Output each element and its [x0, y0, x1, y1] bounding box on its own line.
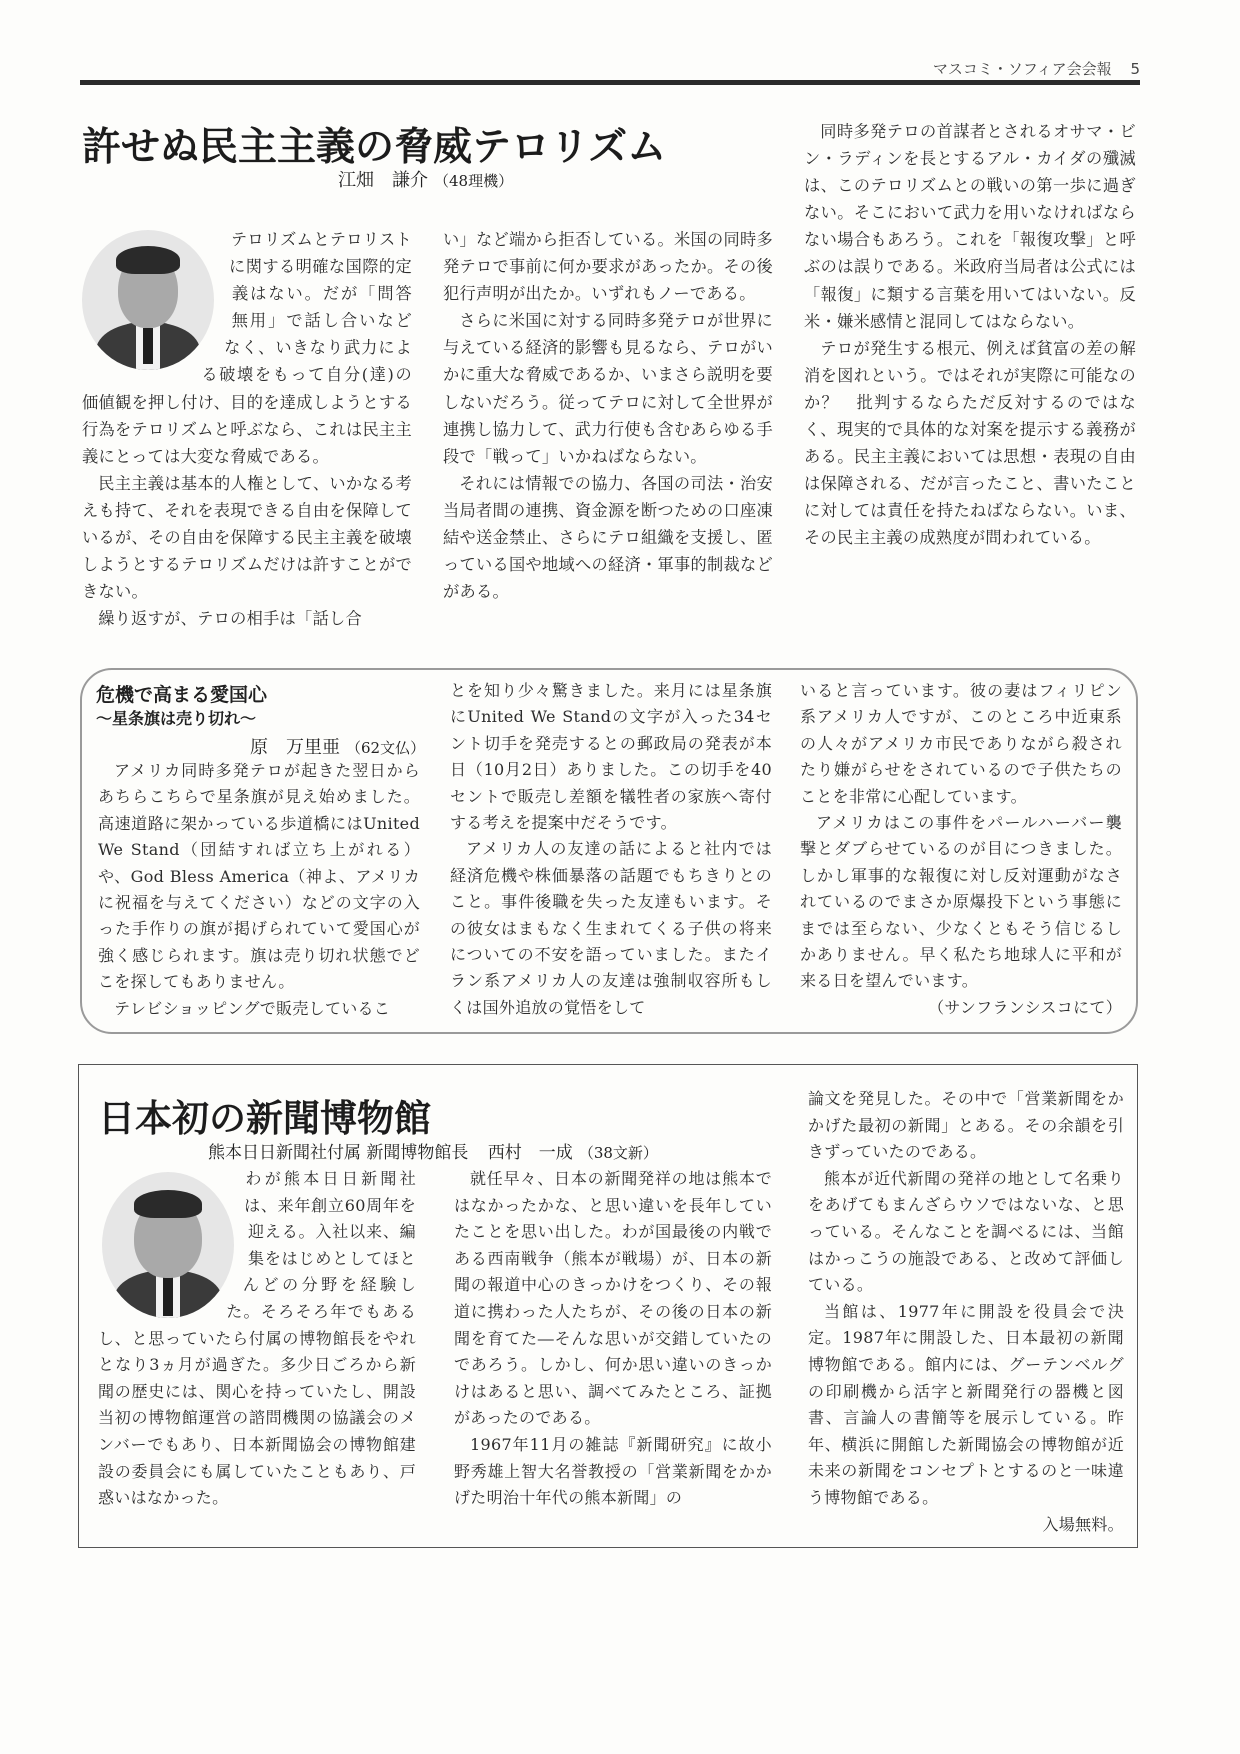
paragraph: 論文を発見した。その中で「営業新聞をかかげた最初の新聞」とある。その余韻を引きずっていたのである。	[808, 1089, 1124, 1162]
paragraph: 1967年11月の雑誌『新聞研究』に故小野秀雄上智大名誉教授の「営業新聞をかかげた明治十年代の熊本新聞」の	[454, 1434, 772, 1508]
article1-author: 江畑 謙介	[338, 170, 428, 191]
article2-column-2	[450, 678, 772, 1021]
paragraph: 当館は、1977年に開設を役員会で決定。1987年に開設した、日本最初の新聞博物館である。館内には、グーテンベルグの印刷機から活字と新聞発行の器機と図書、言論人の書簡等を展示している。昨年、横浜に開館した新聞協会の博物館が近未来の新聞をコンセプトとするのと一味違う博物館である。	[808, 1301, 1124, 1507]
header-rule	[80, 80, 1140, 85]
portrait-photo-icon	[82, 230, 214, 370]
paragraph: アメリカ人の友達の話によると社内では経済危機や株価暴落の話題でもちきりとのこと。事件後職を失った友達もいます。その彼女はまもなく生まれてくる子供の将来についての不安を語っていました。またイラン系アメリカ人の友達は強制収容所もしくは国外追放の覚悟をして	[450, 839, 772, 1017]
running-header	[80, 58, 1140, 82]
article2-affiliation: （62文仏）	[346, 739, 426, 757]
paragraph: いると言っています。彼の妻はフィリピン系アメリカ人ですが、このところ中近東系の人々がアメリカ市民でありながら殺されたり嫌がらせをされているので子供たちのことを非常に心配しています。	[800, 681, 1122, 806]
paragraph: 熊本が近代新聞の発祥の地として名乗りをあげてもまんざらウソではないな、と思っている。そんなことを調べるには、当館はかっこうの施設である、と改めて評価している。	[808, 1168, 1124, 1295]
paragraph: さらに米国に対する同時多発テロが世界に与えている経済的影響も見るなら、テロがいかに重大な脅威であるか、いまさら説明を要しないだろう。従ってテロに対して全世界が連携し協力して、武力行使も含むあらゆる手段で「戦って」いかねばならない。	[443, 311, 773, 466]
article1-column-3	[804, 118, 1136, 552]
article2-column-1	[98, 758, 420, 1022]
paragraph: アメリカはこの事件をパールハーバー襲撃とダブらせているのが目につきました。しかし軍事的な報復に対し反対運動がなされているのでまさか原爆投下という事態にまでは至らない、少なくともそう信じるしかありません。早く私たち地球人に平和が来る日を望んでいます。	[800, 813, 1122, 991]
paragraph: テロリズムとテロリストに関する明確な国際的定義はない。だが「問答無用」で話し合いなどなく、いきなり武力による破壊をもって自分(達)の価値観を押し付け、目的を達成しようとする行為をテロリズムと呼ぶなら、これは民主主義にとっては大変な脅威である。	[82, 230, 412, 466]
paragraph: 同時多発テロの首謀者とされるオサマ・ビン・ラディンを長とするアル・カイダの殲滅は、このテロリズムとの戦いの第一歩に過ぎない。そこにおいて武力を用いなければならない場合もあろう。これを「報復攻撃」と呼ぶのは誤りである。米政府当局者は公式には「報復」に類する言葉を用いてはいない。反米・嫌米感情と混同してはならない。	[804, 122, 1136, 331]
article3-column-3	[808, 1086, 1124, 1538]
paragraph: テレビショッピングで販売しているこ	[114, 998, 391, 1018]
portrait-photo-icon	[102, 1172, 234, 1318]
article2-subtitle: ～星条旗は売り切れ～	[96, 709, 257, 728]
paragraph: 就任早々、日本の新聞発祥の地は熊本ではなかったかな、と思い違いを長年していたことを思い出した。わが国最後の内戦である西南戦争（熊本が戦場）が、日本の新聞の報道中心のきっかけをつくり、その報道に携わった人たちが、その後の日本の新聞を育てた―そんな思いが交錯していたのであろう。しかし、何か思い違いのきっかけはあると思い、調べてみたところ、証拠があったのである。	[454, 1169, 772, 1428]
article1-column-1	[82, 226, 412, 632]
paragraph: 民主主義は基本的人権として、いかなる考えも持て、それを表現できる自由を保障しているが、その自由を保障する民主主義を破壊しようとするテロリズムだけは許すことができない。	[82, 473, 412, 602]
article3-byline	[208, 1138, 658, 1163]
publication-name: マスコミ・ソフィア会会報	[932, 60, 1112, 78]
paragraph: い」など端から拒否している。米国の同時多発テロで事前に何か要求があったか。その後犯行声明が出たか。いずれもノーである。	[443, 230, 773, 304]
paragraph: とを知り少々驚きました。来月には星条旗にUnited We Standの文字が入った34セント切手を発売するとの郵政局の発表が本日（10月2日）ありました。この切手を40セントで販売し差額を犠牲者の家族へ寄付する考えを提案中だそうです。	[450, 681, 772, 833]
article3-title: 日本初の新聞博物館	[98, 1097, 431, 1140]
article2-author: 原 万里亜	[250, 737, 340, 758]
paragraph: アメリカ同時多発テロが起きた翌日からあちらこちらで星条旗が見え始めました。高速道路に架かっている歩道橋にはUnited We Stand（団結すれば立ち上がれる）や、God Bless America（神よ、アメリカに祝福を与えてください）などの文字の入った手作りの旗が掲げられていて愛国心が強く感じられます。旗は売り切れ状態でどこを探してもありません。	[98, 761, 420, 992]
article3-column-1	[98, 1166, 416, 1512]
article2-title: 危機で高まる愛国心	[96, 684, 268, 706]
article3-signoff: 入場無料。	[1042, 1514, 1124, 1534]
article1-title: 許せぬ民主主義の脅威テロリズム	[82, 125, 667, 170]
article3-affiliation: （38文新）	[578, 1144, 658, 1162]
paragraph: わが熊本日日新聞社は、来年創立60周年を迎える。入社以来、編集をはじめとしてほとんどの分野を経験した。そろそろ年でもあるし、と思っていたら付属の博物館長をやれとなり3ヵ月が過ぎた。多少日ごろから新聞の歴史には、関心を持っていたし、開設当初の博物館運営の諮問機関の協議会のメンバーでもあり、日本新聞協会の博物館建設の委員会にも属していたこともあり、戸惑いはなかった。	[98, 1169, 416, 1508]
article1-byline	[338, 166, 513, 192]
page-number: 5	[1130, 60, 1140, 78]
article1-affiliation: （48理機）	[434, 172, 514, 190]
article3-org: 熊本日日新聞社付属 新聞博物館長	[208, 1143, 469, 1163]
article2-column-3	[800, 678, 1122, 1021]
paragraph: テロが発生する根元、例えば貧富の差の解消を図れという。ではそれが実際に可能なのか？ 批判するならただ反対するのではなく、現実的で具体的な対案を提示する義務がある。民主主義においては思想・表現の自由は保障される、だが言ったこと、書いたことに対しては責任を持たねばならない。いま、その民主主義の成熟度が問われている。	[804, 338, 1136, 548]
article2-signoff: （サンフランシスコにて）	[928, 997, 1122, 1017]
paragraph: 繰り返すが、テロの相手は「話し合	[98, 609, 362, 629]
article1-column-2	[443, 226, 773, 605]
paragraph: それには情報での協力、各国の司法・治安当局者間の連携、資金源を断つための口座凍結や送金禁止、さらにテロ組織を支援し、匿っている国や地域への経済・軍事的制裁などがある。	[443, 473, 773, 602]
article3-column-2	[454, 1166, 772, 1512]
article3-author: 西村 一成	[487, 1143, 573, 1163]
article2-byline	[250, 733, 425, 759]
